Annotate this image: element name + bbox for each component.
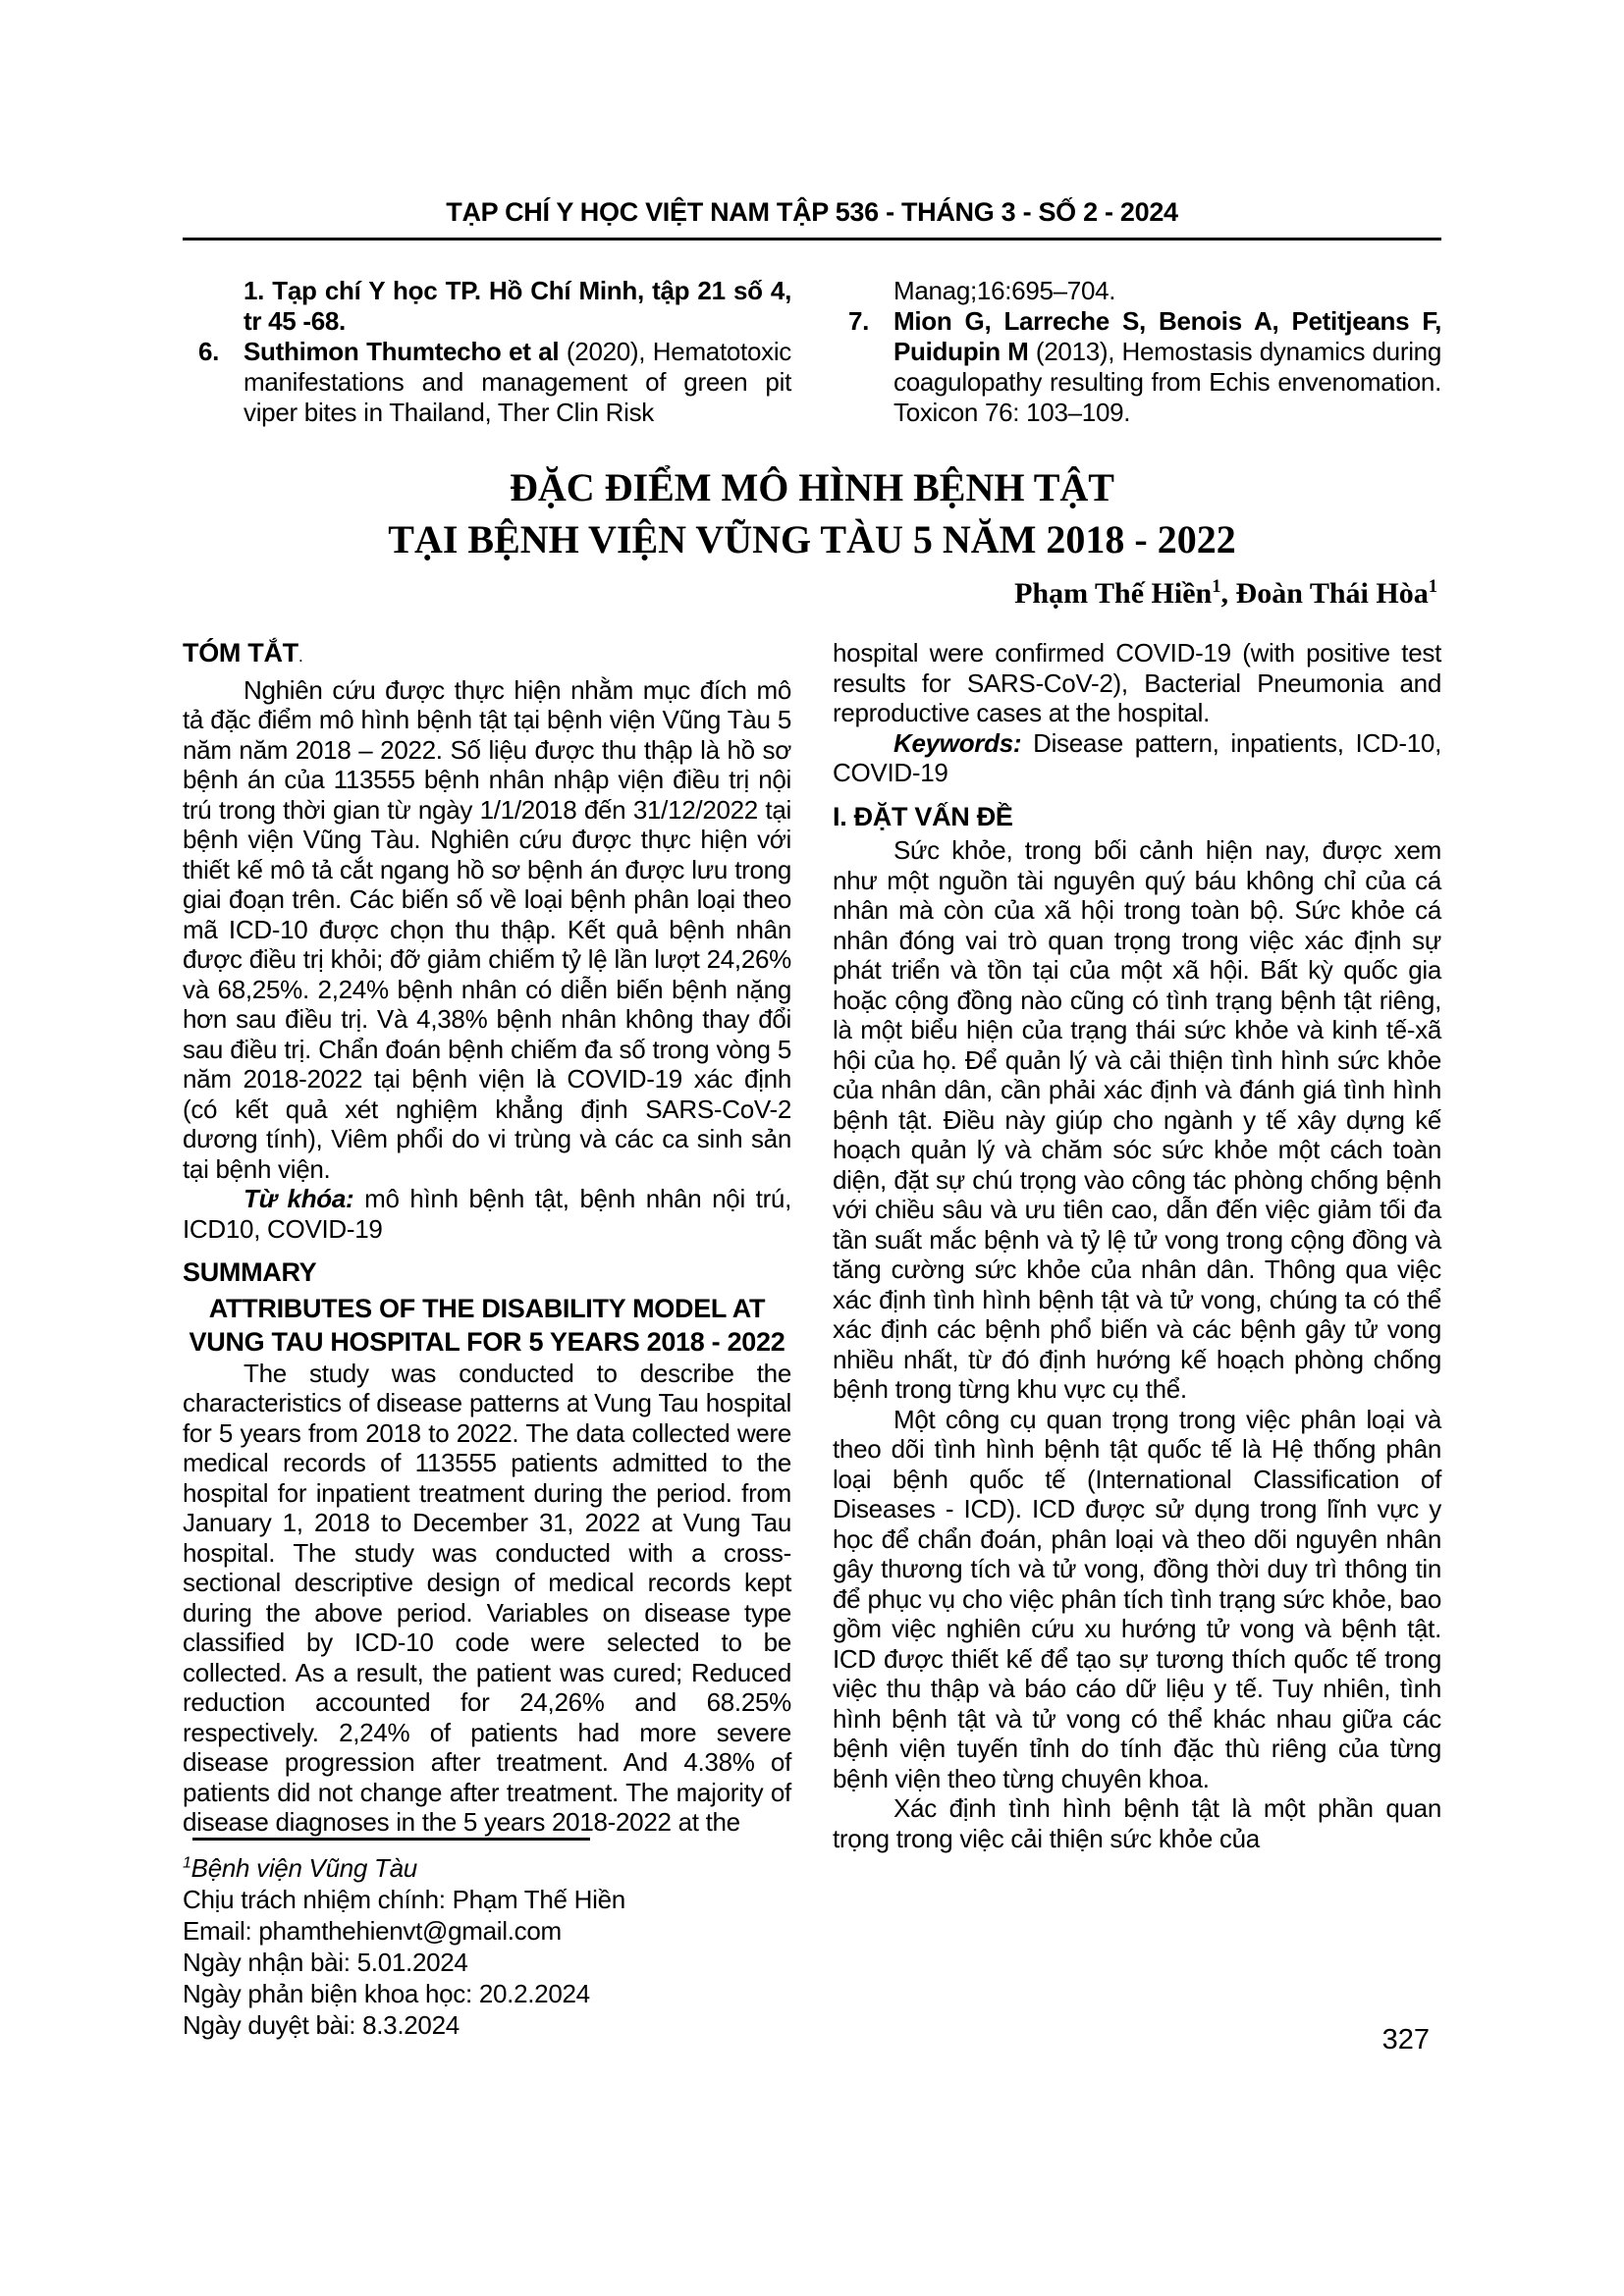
- references-left-column: [183, 276, 791, 428]
- footnote-email: Email: phamthehienvt@gmail.com: [183, 1915, 562, 1946]
- reference-authors: Suthimon Thumtecho et al: [244, 337, 560, 366]
- article-title-line1: ĐẶC ĐIỂM MÔ HÌNH BỆNH TẬT: [510, 465, 1114, 509]
- reference-item-7: [833, 306, 1441, 428]
- introduction-paragraph-3: Xác định tình hình bệnh tật là một phần quan trọng trong việc cải thiện sức khỏe của: [833, 1793, 1441, 1853]
- left-column: [183, 638, 792, 2040]
- reference-continuation: 1. Tạp chí Y học TP. Hồ Chí Minh, tập 21 số 4, tr 45 -68.: [244, 276, 791, 336]
- article-title-line2: TẠI BỆNH VIỆN VŨNG TÀU 5 NĂM 2018 - 2022: [388, 517, 1236, 561]
- references-right-column: [833, 276, 1441, 428]
- introduction-heading: I. ĐẶT VẤN ĐỀ: [833, 801, 1013, 831]
- author-separator: ,: [1220, 577, 1236, 610]
- author-2: Đoàn Thái Hòa: [1235, 577, 1429, 610]
- reference-number: 6.: [198, 337, 220, 366]
- summary-heading: SUMMARY: [183, 1257, 317, 1287]
- reference-number: 7.: [848, 306, 870, 336]
- author-1-affiliation-mark: 1: [1212, 576, 1221, 597]
- affiliation-mark: 1: [183, 1852, 191, 1871]
- article-title: [183, 461, 1441, 565]
- keywords-vi-label: Từ khóa:: [244, 1184, 354, 1213]
- abstract-vi-paragraph: Nghiên cứu được thực hiện nhằm mục đích mô tả đặc điểm mô hình bệnh tật tại bệnh viện Vũng Tàu 5 năm năm 2018 – 2022. Số liệu được thu thập là hồ sơ bệnh án của 113555 bệnh nhân nhập viện điều trị nội trú trong thời gian từ ngày 1/1/2018 đến 31/12/2022 tại bệnh viện Vũng Tàu. Nghiên cứu được thực hiện với thiết kế mô tả cắt ngang hồ sơ bệnh án được lưu trong giai đoạn trên. Các biến số về loại bệnh phân loại theo mã ICD-10 được chọn thu thập. Kết quả bệnh nhân được điều trị khỏi; đỡ giảm chiếm tỷ lệ lần lượt 24,26% và 68,25%. 2,24% bệnh nhân có diễn biến bệnh nặng hơn sau điều trị. Và 4,38% bệnh nhân không thay đổi sau điều trị. Chẩn đoán bệnh chiếm đa số trong vòng 5 năm 2018-2022 tại bệnh viện là COVID-19 xác định (có kết quả xét nghiệm khẳng định SARS-CoV-2 dương tính), Viêm phổi do vi trùng và các ca sinh sản tại bệnh viện.: [183, 674, 791, 1184]
- footnote-review-date: Ngày phản biện khoa học: 20.2.2024: [183, 1978, 590, 2008]
- reference-item-6: [183, 337, 791, 428]
- tom-tat-heading-text: TÓM TẮT: [183, 638, 298, 667]
- journal-header: TẠP CHÍ Y HỌC VIỆT NAM TẬP 536 - THÁNG 3 - SỐ 2 - 2024: [446, 197, 1178, 227]
- author-2-affiliation-mark: 1: [1428, 576, 1437, 597]
- introduction-paragraph-2: Một công cụ quan trọng trong việc phân loại và theo dõi tình hình bệnh tật quốc tế là Hệ thống phân loại bệnh quốc tế (International Classification of Diseases - ICD). ICD được sử dụng trong lĩnh vực y học để chẩn đoán, phân loại và theo dõi nguyên nhân gây thương tích và tử vong, đồng thời duy trì thông tin để phục vụ cho việc phân tích tình trạng sức khỏe, bao gồm việc nghiên cứu xu hướng tử vong và bệnh tật. ICD được thiết kế để tạo sự tương thích quốc tế trong việc thu thập và báo cáo dữ liệu y tế. Tuy nhiên, tình hình bệnh tật và tử vong có thể khác nhau giữa các bệnh viện tuyến tỉnh do tính đặc thù riêng của từng bệnh viện theo từng chuyên khoa.: [833, 1404, 1441, 1793]
- footnote-divider: [192, 1838, 590, 1841]
- header-divider: [183, 238, 1441, 240]
- keywords-vi-paragraph: [183, 1184, 791, 1244]
- right-column: [833, 638, 1441, 2017]
- page-number: 327: [1381, 2024, 1430, 2056]
- footnote-affiliation: [183, 1852, 791, 1884]
- footnote-received-date: Ngày nhận bài: 5.01.2024: [183, 1947, 468, 1977]
- summary-subheading: ATTRIBUTES OF THE DISABILITY MODEL AT VUNG TAU HOSPITAL FOR 5 YEARS 2018 - 2022: [189, 1293, 785, 1357]
- footnote-corresponding-author: Chịu trách nhiệm chính: Phạm Thế Hiền: [183, 1884, 625, 1914]
- keywords-vi-text: mô hình bệnh tật, bệnh nhân nội trú, ICD10, COVID-19: [183, 1184, 792, 1244]
- keywords-en-label: Keywords:: [893, 727, 1022, 758]
- reference-text: (2020), Hematotoxic manifestations and management of green pit viper bites in Thailand, Ther Clin Risk: [244, 337, 792, 427]
- abstract-en-paragraph: The study was conducted to describe the characteristics of disease patterns at Vung Tau hospital for 5 years from 2018 to 2022. The data collected were medical records of 113555 patients admitted to the hospital for inpatient treatment during the period. from January 1, 2018 to December 31, 2022 at Vung Tau hospital. The study was conducted with a cross-sectional descriptive design of medical records kept during the above period. Variables on disease type classified by ICD-10 code were selected to be collected. As a result, the patient was cured; Reduced reduction accounted for 24,26% and 68.25% respectively. 2,24% of patients had more severe disease progression after treatment. And 4.38% of patients did not change after treatment. The majority of disease diagnoses in the 5 years 2018-2022 at the: [183, 1358, 791, 1837]
- reference-authors: Mion G, Larreche S, Benois A, Petitjeans F, Puidupin M: [893, 306, 1441, 366]
- abstract-en-continuation: hospital were confirmed COVID-19 (with positive test results for SARS-CoV-2), Bacterial Pneumonia and reproductive cases at the hospital.: [833, 638, 1441, 727]
- footnote-block: [183, 1838, 791, 2041]
- author-1: Phạm Thế Hiền: [1014, 577, 1213, 610]
- reference-text: (2013), Hemostasis dynamics during coagulopathy resulting from Echis envenomation. Toxicon 76: 103–109.: [893, 337, 1441, 427]
- reference-continuation: Manag;16:695–704.: [893, 276, 1116, 305]
- keywords-en-text: Disease pattern, inpatients, ICD-10, COVID-19: [833, 727, 1441, 787]
- affiliation-name: Bệnh viện Vũng Tàu: [190, 1852, 417, 1883]
- tom-tat-heading: [183, 638, 791, 671]
- references-section: [183, 276, 1441, 428]
- author-line: [183, 577, 1441, 611]
- tom-tat-heading-dot: .: [298, 646, 303, 666]
- footnote-accepted-date: Ngày duyệt bài: 8.3.2024: [183, 2009, 460, 2040]
- introduction-paragraph-1: Sức khỏe, trong bối cảnh hiện nay, được xem như một nguồn tài nguyên quý báu không chỉ của cá nhân mà còn của xã hội trong toàn bộ. Sức khỏe cá nhân đóng vai trò quan trọng trong việc xác định sự phát triển và tồn tại của một xã hội. Bất kỳ quốc gia hoặc cộng đồng nào cũng có tình trạng bệnh tật riêng, là một biểu hiện của trạng thái sức khỏe và kinh tế-xã hội của họ. Để quản lý và cải thiện tình hình sức khỏe của nhân dân, cần phải xác định và đánh giá tình hình bệnh tật. Điều này giúp cho ngành y tế xây dựng kế hoạch quản lý và chăm sóc sức khỏe một cách toàn diện, đặt sự chú trọng vào công tác phòng chống bệnh với chiều sâu và ưu tiên cao, dẫn đến việc giảm tối đa tần suất mắc bệnh và tỷ lệ tử vong trong cộng đồng và tăng cường sức khỏe của nhân dân. Thông qua việc xác định tình hình bệnh tật và tử vong, chúng ta có thể xác định các bệnh phổ biến và các bệnh gây tử vong nhiều nhất, từ đó định hướng kế hoạch phòng chống bệnh trong từng khu vực cụ thể.: [833, 835, 1441, 1404]
- keywords-en-paragraph: [833, 728, 1441, 788]
